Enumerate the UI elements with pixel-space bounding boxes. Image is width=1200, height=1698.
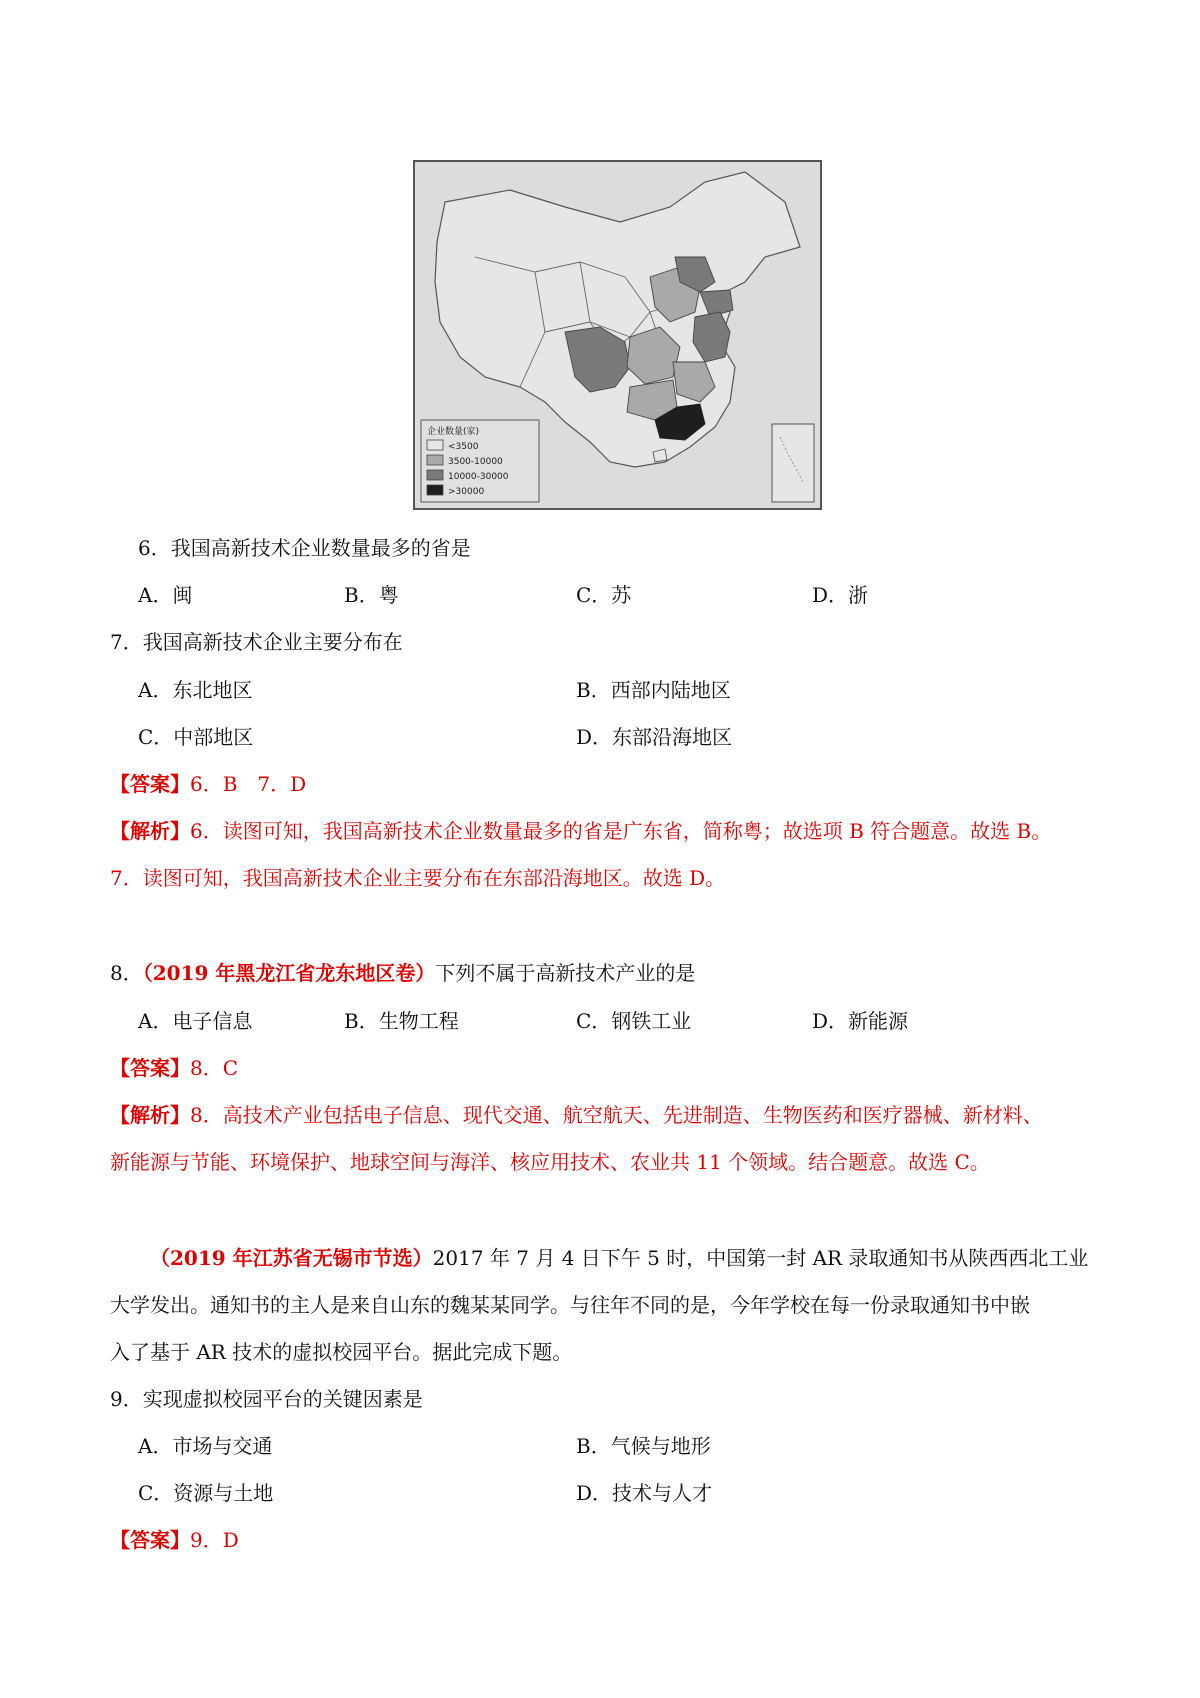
q9-option-b: B．气候与地形 (576, 1434, 711, 1458)
legend-swatch (427, 440, 443, 450)
explanation-8-line2: 新能源与节能、环境保护、地球空间与海洋、核应用技术、农业共 11 个领域。结合题意。故选 C。 (110, 1150, 990, 1174)
q6-option-a: A．闽 (138, 583, 193, 607)
explanation-8-line1 (110, 1101, 1043, 1129)
legend-label: >30000 (448, 487, 485, 497)
q6-option-c: C．苏 (576, 583, 632, 607)
explanation-tag: 【解析】 (110, 1103, 190, 1127)
answer-text: 6．B 7．D (190, 772, 307, 796)
q9-option-d: D．技术与人才 (576, 1481, 713, 1505)
explanation-text: 8．高技术产业包括电子信息、现代交通、航空航天、先进制造、生物医药和医疗器械、新材料、 (190, 1103, 1043, 1127)
q7-option-a: A．东北地区 (138, 678, 253, 702)
answer-8 (110, 1054, 238, 1082)
passage-line3: 入了基于 AR 技术的虚拟校园平台。据此完成下题。 (110, 1340, 573, 1364)
answer-6-7 (110, 770, 306, 798)
q8-option-c: C．钢铁工业 (576, 1009, 692, 1033)
passage-text1: 2017 年 7 月 4 日下午 5 时，中国第一封 AR 录取通知书从陕西西北工业 (432, 1246, 1089, 1270)
passage-line1 (150, 1244, 1088, 1272)
answer-tag: 【答案】 (110, 1528, 190, 1552)
question-8-stem (110, 959, 695, 987)
legend-swatch (427, 455, 443, 465)
q6-option-b: B．粤 (344, 583, 399, 607)
q8-source: （2019 年黑龙江省龙东地区卷） (142, 961, 436, 985)
q8-number: 8． (110, 961, 143, 985)
answer-text: 9．D (190, 1528, 239, 1552)
question-6-stem: 6．我国高新技术企业数量最多的省是 (138, 536, 471, 560)
explanation-7: 7．读图可知，我国高新技术企业主要分布在东部沿海地区。故选 D。 (110, 866, 726, 890)
legend-label: <3500 (448, 442, 479, 452)
china-enterprise-map (413, 160, 822, 510)
q8-option-b: B．生物工程 (344, 1009, 459, 1033)
explanation-6 (110, 817, 1051, 845)
answer-tag: 【答案】 (110, 1056, 190, 1080)
legend-swatch (427, 485, 443, 495)
legend-title: 企业数量(家) (427, 427, 480, 437)
legend-label: 10000-30000 (448, 472, 509, 482)
q8-option-a: A．电子信息 (138, 1009, 253, 1033)
answer-tag: 【答案】 (110, 772, 190, 796)
q6-option-d: D．浙 (812, 583, 869, 607)
q9-option-c: C．资源与土地 (138, 1481, 274, 1505)
question-9-stem: 9．实现虚拟校园平台的关键因素是 (110, 1387, 423, 1411)
q7-option-c: C．中部地区 (138, 725, 254, 749)
answer-9 (110, 1526, 239, 1554)
explanation-tag: 【解析】 (110, 819, 190, 843)
answer-text: 8．C (190, 1056, 239, 1080)
passage-source: （2019 年江苏省无锡市节选） (150, 1246, 433, 1270)
legend-swatch (427, 470, 443, 480)
q7-option-d: D．东部沿海地区 (576, 725, 733, 749)
q7-option-b: B．西部内陆地区 (576, 678, 731, 702)
passage-line2: 大学发出。通知书的主人是来自山东的魏某某同学。与往年不同的是，今年学校在每一份录取通知书中嵌 (110, 1293, 1030, 1317)
question-7-stem: 7．我国高新技术企业主要分布在 (110, 630, 403, 654)
explanation-text: 6．读图可知，我国高新技术企业数量最多的省是广东省，简称粤；故选项 B 符合题意。故选 B。 (190, 819, 1052, 843)
q8-option-d: D．新能源 (812, 1009, 909, 1033)
q8-text: 下列不属于高新技术产业的是 (435, 961, 696, 985)
map-figure (415, 162, 820, 508)
q9-option-a: A．市场与交通 (138, 1434, 273, 1458)
legend-label: 3500-10000 (448, 457, 503, 467)
